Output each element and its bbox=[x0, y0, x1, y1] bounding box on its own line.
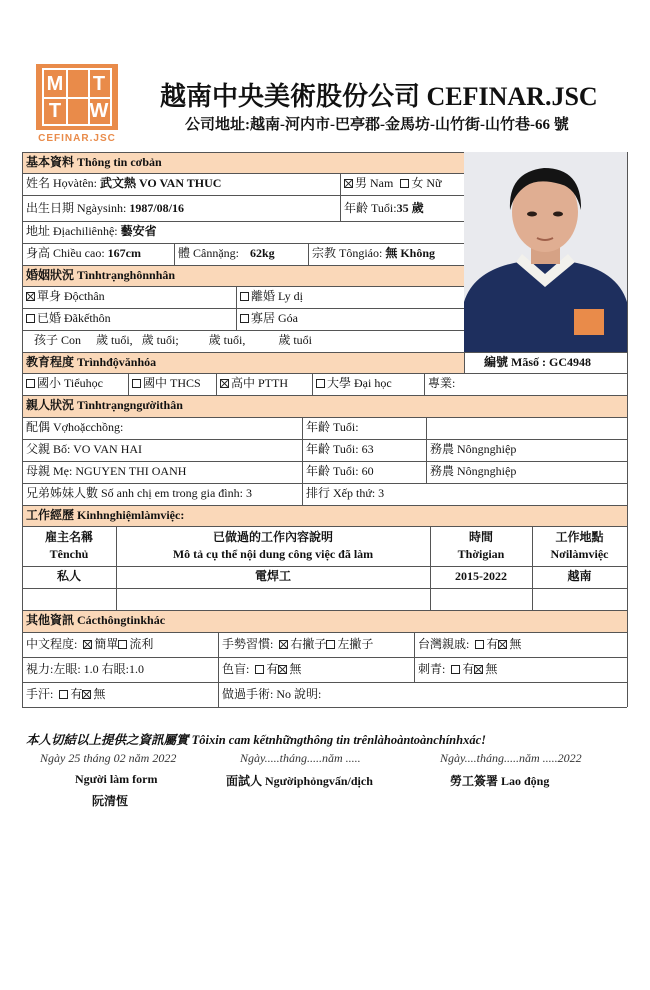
col-desc-zh: 已做過的工作內容說明 bbox=[212, 530, 333, 544]
col-place-zh: 工作地點 bbox=[555, 530, 604, 544]
single-checkbox[interactable] bbox=[26, 292, 35, 301]
weight-label: 體 Cânnặng: bbox=[178, 246, 239, 260]
col-place-vi: Nơilàmviệc bbox=[550, 547, 609, 561]
surgery-field: 做過手術: No 說明: bbox=[222, 687, 322, 701]
right-hand-label: 右撇子 bbox=[290, 637, 327, 651]
work-row-employer bbox=[22, 588, 116, 610]
sibling-rank: 排行 Xếp thứ: 3 bbox=[306, 486, 385, 500]
contact-value: 藝安省 bbox=[120, 224, 157, 238]
col-employer-vi: Tênchủ bbox=[49, 547, 89, 561]
family-section-title: 親人狀況 Tìnhtrạngngườithân bbox=[22, 395, 627, 417]
date-interviewer: Ngày.....tháng.....năm ..... bbox=[240, 751, 361, 765]
male-checkbox[interactable] bbox=[344, 179, 353, 188]
sign-form-maker: Người làm form bbox=[75, 772, 158, 786]
marital-section-title: 婚姻狀況 Tìnhtrạnghônnhân bbox=[22, 265, 464, 286]
work-row-employer: 私人 bbox=[56, 569, 81, 583]
university-label: 大學 Đại học bbox=[327, 376, 392, 390]
weight-field bbox=[174, 243, 308, 265]
logo-letter: T bbox=[48, 100, 62, 122]
declaration: 本人切結以上提供之資訊屬實 Tôixin cam kếtnhữngthông tin trênlàhoàntoànchínhxác! bbox=[26, 733, 486, 747]
married-checkbox[interactable] bbox=[26, 314, 35, 323]
name-label: 姓名 Họvàtên: bbox=[26, 176, 97, 190]
chinese-label: 中文程度: bbox=[26, 637, 78, 651]
edu-middle bbox=[128, 373, 216, 395]
chinese-fluent-checkbox[interactable] bbox=[118, 640, 127, 649]
name-value: 武文熱 VO VAN THUC bbox=[100, 176, 222, 190]
relatives-no-label: 無 bbox=[509, 637, 522, 651]
portrait-illustration bbox=[464, 152, 627, 352]
tattoo-no-label: 無 bbox=[485, 662, 498, 676]
name-row bbox=[22, 173, 340, 195]
basic-section-title: 基本資料 Thông tin cơbản bbox=[22, 152, 464, 173]
logo-caption: CEFINAR.JSC bbox=[38, 133, 116, 144]
married-label: 已婚 Đãkếthôn bbox=[37, 311, 111, 325]
height-field bbox=[22, 243, 174, 265]
middle-checkbox[interactable] bbox=[132, 379, 141, 388]
applicant-photo bbox=[464, 152, 627, 352]
chinese-simple-checkbox[interactable] bbox=[83, 640, 92, 649]
sweat-yes-checkbox[interactable] bbox=[59, 690, 68, 699]
mother-job: 務農 Nôngnghiệp bbox=[430, 464, 517, 478]
col-time-vi: Thờigian bbox=[457, 547, 505, 561]
company-address: 公司地址:越南-河内市-巴亭郡-金馬坊-山竹街-山竹巷-66 號 bbox=[185, 117, 569, 133]
sweat-no-label: 無 bbox=[93, 687, 106, 701]
widowed-checkbox[interactable] bbox=[240, 314, 249, 323]
father-age: 年齡 Tuổi: 63 bbox=[306, 442, 374, 456]
primary-label: 國小 Tiểuhọc bbox=[37, 376, 103, 390]
university-checkbox[interactable] bbox=[316, 379, 325, 388]
widowed-label: 寡居 Góa bbox=[251, 311, 298, 325]
single-option bbox=[22, 286, 236, 308]
age-field bbox=[340, 195, 464, 221]
col-employer bbox=[22, 526, 116, 566]
left-hand-checkbox[interactable] bbox=[326, 640, 335, 649]
female-label: 女 Nữ bbox=[411, 176, 442, 190]
male-label: 男 Nam bbox=[355, 176, 394, 190]
colorblind-yes-checkbox[interactable] bbox=[255, 665, 264, 674]
children-row: 孩子 Con 歲 tuổi, 歲 tuổi; 歲 tuổi, 歲 tuổi bbox=[34, 333, 313, 347]
hand-label: 手勢習慣: bbox=[222, 637, 274, 651]
edu-university bbox=[312, 373, 424, 395]
religion-value: 無 Không bbox=[385, 246, 436, 260]
vision-field: 視力:左眼: 1.0 右眼:1.0 bbox=[26, 662, 145, 676]
tattoo-no-checkbox[interactable] bbox=[474, 665, 483, 674]
logo-letter: T bbox=[92, 73, 106, 95]
company-logo bbox=[36, 64, 118, 130]
right-hand-checkbox[interactable] bbox=[279, 640, 288, 649]
height-label: 身高 Chiều cao: bbox=[26, 246, 105, 260]
work-section-title: 工作經歷 Kinhnghiệmlàmviệc: bbox=[22, 505, 627, 526]
gender-field bbox=[340, 173, 464, 195]
sign-labor: 勞工簽署 Lao động bbox=[450, 774, 550, 788]
relatives-yes-checkbox[interactable] bbox=[475, 640, 484, 649]
mother-age: 年齡 Tuổi: 60 bbox=[306, 464, 374, 478]
other-section-title: 其他資訊 Cácthôngtinkhác bbox=[22, 610, 627, 632]
work-row-desc bbox=[116, 588, 430, 610]
tattoo-yes-label: 有 bbox=[462, 662, 475, 676]
dob-value: 1987/08/16 bbox=[129, 201, 185, 215]
work-row-desc: 電焊工 bbox=[254, 569, 291, 583]
female-checkbox[interactable] bbox=[400, 179, 409, 188]
tattoo-field bbox=[414, 657, 627, 682]
work-row-place: 越南 bbox=[567, 569, 592, 583]
edu-primary bbox=[22, 373, 128, 395]
middle-label: 國中 THCS bbox=[143, 376, 201, 390]
age-value: 35 歲 bbox=[396, 201, 424, 215]
company-title: 越南中央美術股份公司 CEFINAR.JSC bbox=[160, 82, 598, 111]
left-hand-label: 左撇子 bbox=[337, 637, 374, 651]
dob-row bbox=[22, 195, 340, 221]
col-description bbox=[116, 526, 430, 566]
relatives-no-checkbox[interactable] bbox=[498, 640, 507, 649]
chinese-level bbox=[22, 632, 218, 657]
age-label: 年齡 Tuổi: bbox=[344, 201, 397, 215]
religion-field bbox=[308, 243, 464, 265]
divorced-label: 離婚 Ly dị bbox=[251, 289, 304, 303]
siblings-field: 兄弟姊妹人數 Số anh chị em trong gia đình: 3 bbox=[26, 486, 252, 500]
high-label: 高中 PTTH bbox=[231, 376, 289, 390]
colorblind-label: 色盲: bbox=[222, 662, 250, 676]
tattoo-label: 刺青: bbox=[418, 662, 446, 676]
col-place bbox=[532, 526, 627, 566]
dob-label: 出生日期 Ngàysinh: bbox=[26, 201, 127, 215]
colorblind-no-label: 無 bbox=[289, 662, 302, 676]
sweat-no-checkbox[interactable] bbox=[82, 690, 91, 699]
chinese-simple-label: 簡單 bbox=[94, 637, 119, 651]
height-value: 167cm bbox=[107, 246, 141, 260]
taiwan-relatives bbox=[414, 632, 627, 657]
chinese-fluent-label: 流利 bbox=[129, 637, 154, 651]
spouse-field: 配偶 Vợhoặcchồng: bbox=[26, 420, 124, 434]
major-field: 專業: bbox=[428, 376, 456, 390]
father-field: 父親 Bố: VO VAN HAI bbox=[26, 442, 143, 456]
sweaty-hands-field bbox=[22, 682, 218, 707]
widowed-option bbox=[236, 308, 464, 330]
handedness bbox=[218, 632, 414, 657]
col-desc-vi: Mô tả cụ thể nội dung công việc đã làm bbox=[172, 547, 374, 561]
tattoo-yes-checkbox[interactable] bbox=[451, 665, 460, 674]
contact-label: 地址 Địachiliênhệ: bbox=[26, 224, 118, 238]
relatives-label: 台灣親戚: bbox=[418, 637, 470, 651]
colorblind-no-checkbox[interactable] bbox=[278, 665, 287, 674]
work-row-time: 2015-2022 bbox=[455, 569, 507, 583]
sign-interviewer: 面試人 Ngườiphỏngvấn/dịch bbox=[226, 774, 373, 788]
education-section-title: 教育程度 Trìnhđộvănhóa bbox=[22, 352, 464, 373]
contact-row bbox=[22, 221, 464, 243]
high-checkbox[interactable] bbox=[220, 379, 229, 388]
edu-high bbox=[216, 373, 312, 395]
colorblind-yes-label: 有 bbox=[266, 662, 279, 676]
col-time-zh: 時間 bbox=[468, 530, 493, 544]
applicant-code: 編號 Mãsố : GC4948 bbox=[484, 355, 591, 369]
married-option bbox=[22, 308, 236, 330]
logo-letter: W bbox=[89, 100, 109, 122]
divorced-option bbox=[236, 286, 464, 308]
logo-letter: M bbox=[46, 73, 64, 95]
primary-checkbox[interactable] bbox=[26, 379, 35, 388]
date-worker: Ngày 25 tháng 02 năm 2022 bbox=[40, 751, 177, 765]
col-time bbox=[430, 526, 532, 566]
spouse-age: 年齡 Tuổi: bbox=[306, 420, 359, 434]
date-labor: Ngày....tháng.....năm .....2022 bbox=[440, 751, 582, 765]
col-employer-zh: 雇主名稱 bbox=[44, 530, 93, 544]
relatives-yes-label: 有 bbox=[486, 637, 499, 651]
sweat-label: 手汗: bbox=[26, 687, 54, 701]
colorblind-field bbox=[218, 657, 414, 682]
weight-value: 62kg bbox=[250, 246, 275, 260]
work-row-place bbox=[532, 588, 627, 610]
divorced-checkbox[interactable] bbox=[240, 292, 249, 301]
father-job: 務農 Nôngnghiệp bbox=[430, 442, 517, 456]
single-label: 單身 Độcthân bbox=[37, 289, 105, 303]
sweat-yes-label: 有 bbox=[70, 687, 83, 701]
spouse-job bbox=[426, 417, 627, 439]
religion-label: 宗教 Tôngiáo: bbox=[312, 246, 383, 260]
signer-name: 阮清恆 bbox=[92, 794, 129, 808]
mother-field: 母親 Mẹ: NGUYEN THI OANH bbox=[26, 464, 187, 478]
work-row-time bbox=[430, 588, 532, 610]
